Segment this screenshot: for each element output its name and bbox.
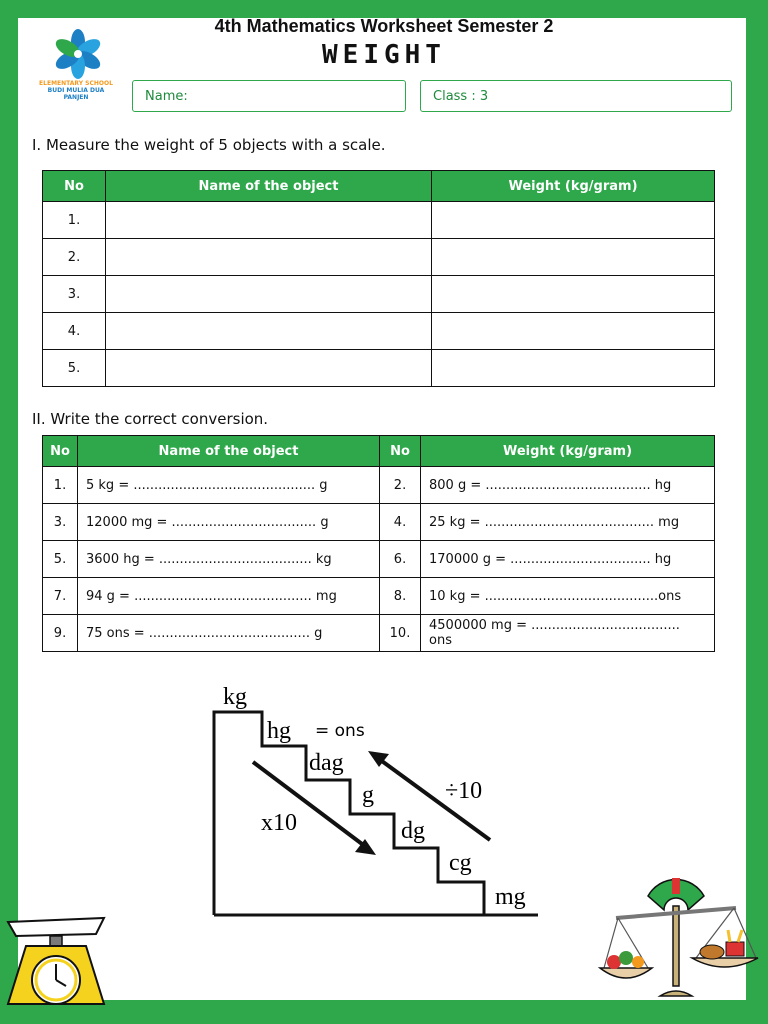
row-number: 5. (43, 350, 106, 387)
class-field[interactable] (420, 80, 732, 112)
unit-dg: dg (401, 818, 425, 844)
table-row (43, 239, 715, 276)
row-number: 4. (43, 313, 106, 350)
row-number: 1. (43, 202, 106, 239)
table-row (43, 541, 715, 578)
class-label: Class : 3 (433, 89, 489, 104)
row-number: 5. (43, 541, 78, 578)
table-row (43, 578, 715, 615)
table-row (43, 276, 715, 313)
row-number: 9. (43, 615, 78, 652)
unit-hg: hg (267, 718, 291, 744)
weight-cell[interactable] (432, 202, 715, 239)
table-row (43, 615, 715, 652)
unit-g: g (362, 782, 374, 808)
object-name-cell[interactable] (106, 202, 432, 239)
table-row (43, 202, 715, 239)
conversion-question[interactable]: 12000 mg = ................................... g (78, 504, 380, 541)
object-name-cell[interactable] (106, 276, 432, 313)
weight-cell[interactable] (432, 276, 715, 313)
multiply-label: x10 (261, 810, 297, 836)
conversion-question[interactable]: 5 kg = ............................................ g (78, 467, 380, 504)
header-object-name: Name of the object (106, 171, 432, 202)
conversion-question[interactable]: 4500000 mg = .................................... ons (421, 615, 715, 652)
row-number: 7. (43, 578, 78, 615)
object-name-cell[interactable] (106, 239, 432, 276)
conversion-question[interactable]: 170000 g = .................................. hg (421, 541, 715, 578)
unit-dag: dag (309, 750, 344, 776)
header-no-2: No (380, 436, 421, 467)
logo-line-3: PANJEN (63, 94, 89, 101)
row-number: 3. (43, 276, 106, 313)
logo-text (30, 80, 122, 101)
logo-line-1: ELEMENTARY SCHOOL (39, 80, 113, 87)
weight-cell[interactable] (432, 350, 715, 387)
unit-ladder-diagram (205, 672, 545, 922)
object-name-cell[interactable] (106, 313, 432, 350)
conversion-question[interactable]: 3600 hg = ..................................... kg (78, 541, 380, 578)
conversion-question[interactable]: 75 ons = ....................................... g (78, 615, 380, 652)
name-field[interactable] (132, 80, 406, 112)
weight-cell[interactable] (432, 313, 715, 350)
unit-cg: cg (449, 850, 472, 876)
table-row (43, 350, 715, 387)
worksheet-title: 4th Mathematics Worksheet Semester 2 (214, 16, 554, 36)
conversion-question[interactable]: 800 g = ........................................ hg (421, 467, 715, 504)
row-number: 4. (380, 504, 421, 541)
section-2-heading: II. Write the correct conversion. (32, 410, 269, 428)
row-number: 10. (380, 615, 421, 652)
row-number: 8. (380, 578, 421, 615)
row-number: 2. (380, 467, 421, 504)
divide-label: ÷10 (445, 778, 483, 804)
table-row (43, 467, 715, 504)
header-no: No (43, 171, 106, 202)
unit-mg: mg (495, 884, 526, 910)
ons-note: = ons (315, 721, 365, 741)
worksheet-subtitle: WEIGHT (322, 40, 446, 70)
conversion-question[interactable]: 25 kg = ......................................... mg (421, 504, 715, 541)
measure-table (42, 170, 715, 387)
header-weight: Weight (kg/gram) (421, 436, 715, 467)
kitchen-scale-icon (0, 908, 112, 1008)
row-number: 6. (380, 541, 421, 578)
conversion-table (42, 435, 715, 652)
balance-scale-icon (596, 872, 762, 1002)
header-no: No (43, 436, 78, 467)
name-label: Name: (145, 89, 188, 104)
table-row (43, 313, 715, 350)
conversion-question[interactable]: 10 kg = ..........................................ons (421, 578, 715, 615)
weight-cell[interactable] (432, 239, 715, 276)
row-number: 2. (43, 239, 106, 276)
table-row (43, 504, 715, 541)
header-object-name: Name of the object (78, 436, 380, 467)
row-number: 1. (43, 467, 78, 504)
row-number: 3. (43, 504, 78, 541)
object-name-cell[interactable] (106, 350, 432, 387)
conversion-question[interactable]: 94 g = ........................................... mg (78, 578, 380, 615)
section-1-heading: I. Measure the weight of 5 objects with a scale. (32, 136, 386, 154)
header-weight: Weight (kg/gram) (432, 171, 715, 202)
unit-kg: kg (223, 684, 247, 710)
ladder-steps (214, 712, 484, 915)
logo-line-2: BUDI MULIA DUA (47, 87, 105, 94)
